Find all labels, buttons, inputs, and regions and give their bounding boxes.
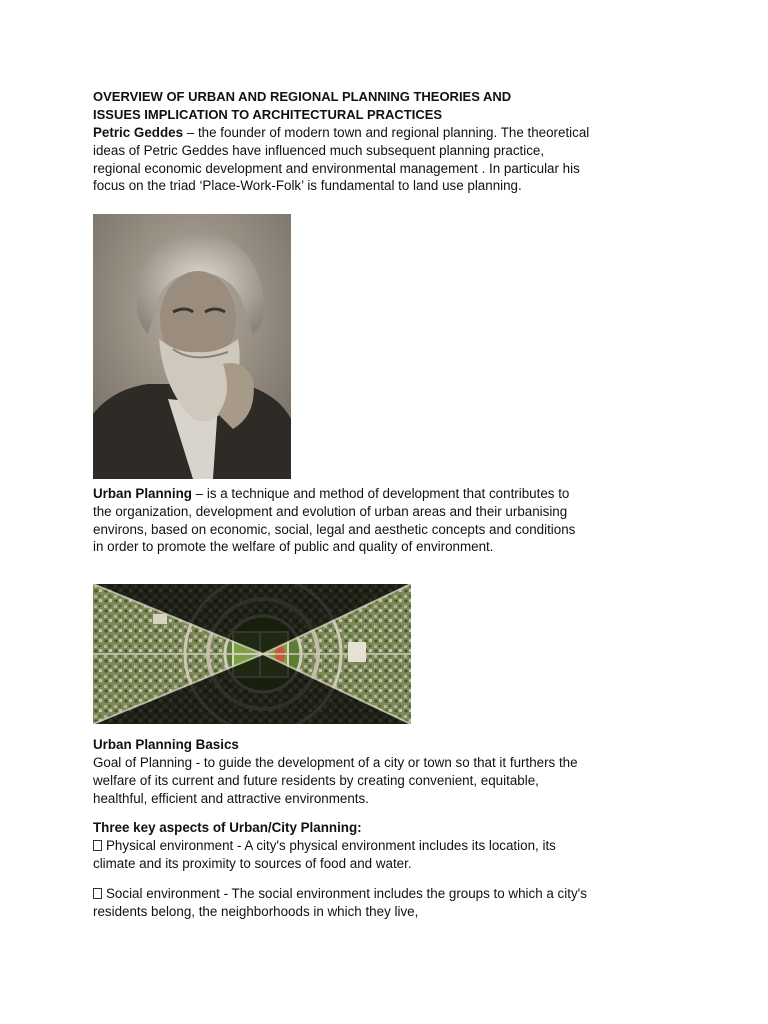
bullet-box-icon [93, 840, 102, 851]
physical-environment-text: Physical environment - A city's physical environment includes its location, its climate and its proximity to sources of food and water. [93, 838, 556, 871]
bullet-box-icon [93, 888, 102, 899]
goal-of-planning-paragraph: Goal of Planning - to guide the development of a city or town so that it furthers the welfare of its current and future residents by creating convenient, equitable, healthful, efficient and attractive environments. [93, 755, 578, 806]
physical-environment-item [93, 837, 593, 873]
social-environment-text: Social environment - The social environment includes the groups to which a city's residents belong, the neighborhoods in which they live, [93, 886, 587, 919]
urban-planning-basics-heading: Urban Planning Basics [93, 737, 239, 752]
title-line-1: OVERVIEW OF URBAN AND REGIONAL PLANNING THEORIES AND [93, 89, 512, 104]
urban-planning-paragraph [93, 485, 588, 556]
social-environment-item [93, 885, 593, 921]
geddes-portrait-photo [93, 214, 291, 479]
geddes-text: – the founder of modern town and regional planning. The theoretical ideas of Petric Geddes have influenced much subsequent planning practice, regional economic development and environmental management . In particular his focus on the triad ‘Place-Work-Folk’ is fundamental to land use planning. [93, 125, 590, 194]
urban-planning-text: – is a technique and method of development that contributes to the organization, development and evolution of urban areas and their urbanising environs, based on economic, social, legal and aesthetic concepts and conditions in order to promote the welfare of public and quality of environment. [93, 486, 576, 555]
aerial-city-plan-photo [93, 584, 411, 724]
geddes-name: Petric Geddes [93, 125, 184, 140]
urban-planning-term: Urban Planning [93, 486, 192, 501]
title-line-2: ISSUES IMPLICATION TO ARCHITECTURAL PRACTICES [93, 106, 443, 122]
geddes-paragraph [93, 124, 593, 195]
document-title [93, 88, 593, 124]
three-key-aspects-heading: Three key aspects of Urban/City Planning: [93, 820, 362, 835]
